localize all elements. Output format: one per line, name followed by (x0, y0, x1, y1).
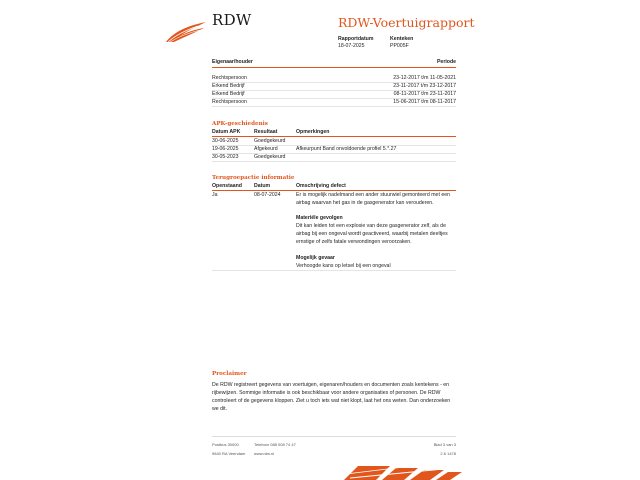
owner-type: Erkend Bedrijf (212, 83, 245, 89)
footer-page: Blad 3 van 3 (433, 442, 456, 447)
recall-open-value: Ja (212, 192, 218, 198)
recall-col-defect: Omschrijving defect (296, 183, 346, 189)
apk-col-notes: Opmerkingen (296, 129, 330, 135)
decorative-stripes-icon (344, 464, 464, 480)
rdw-logo-icon (164, 20, 208, 44)
report-date-label: Rapportdatum (338, 36, 374, 42)
license-plate-label: Kenteken (390, 36, 414, 42)
damage-title: Materiële gevolgen (296, 215, 343, 221)
owner-type: Erkend Bedrijf (212, 91, 245, 97)
apk-date: 30-05-2023 (212, 154, 239, 160)
apk-result: Goedgekeurd (254, 154, 286, 160)
table-row (212, 74, 456, 82)
apk-note: Afkeurpunt Band onvoldoende profiel 5.*.27 (296, 146, 397, 152)
owners-col-owner: Eigenaar/houder (212, 59, 253, 65)
row-divider (212, 161, 456, 162)
footer-page-info (434, 440, 456, 458)
apk-date: 30-06-2025 (212, 138, 239, 144)
apk-result: Goedgekeurd (254, 138, 286, 144)
row-divider (212, 106, 456, 107)
owner-type: Rechtspersoon (212, 99, 247, 105)
apk-col-result: Resultaat (254, 129, 278, 135)
disclaimer-text (212, 381, 460, 413)
report-date-value: 18-07-2025 (338, 43, 365, 49)
apk-date: 19-06-2025 (212, 146, 239, 152)
damage-text (296, 222, 456, 246)
row-divider (212, 153, 456, 154)
table-row (212, 90, 456, 98)
footer-phone: Telefoon 088 008 74 47 (254, 442, 296, 447)
footer-web[interactable]: www.rdw.nl (254, 451, 275, 456)
recall-defect-text (296, 191, 456, 207)
text-line: Verhoogde kans op letsel bij een ongeval (296, 263, 391, 269)
text-line: controleert of de gegevens kloppen. Ziet u toch iets wat niet klopt, laat het ons weten. Dan onderzoeken (212, 398, 451, 404)
page-title: RDW-Voertuigrapport (338, 15, 475, 30)
text-line: airbag waarvan het gas in de gasgenerator kan verouderen. (296, 200, 434, 206)
recall-col-open: Openstaand (212, 183, 242, 189)
apk-result: Afgekeurd (254, 146, 278, 152)
footer-divider (212, 436, 456, 437)
owner-type: Rechtspersoon (212, 75, 247, 81)
recall-date-value: 08-07-2024 (254, 192, 281, 198)
apk-col-date: Datum APK (212, 129, 241, 135)
table-row (212, 82, 456, 90)
owner-period: 15-06-2017 t/m 08-11-2017 (393, 99, 456, 105)
owners-header-divider (212, 67, 456, 68)
footer-code: 2.6 1478 (440, 451, 456, 456)
logo-text: RDW (212, 11, 252, 29)
footer-postbus: Postbus 30000 (212, 442, 239, 447)
text-line: we dit. (212, 406, 227, 412)
recall-col-date: Datum (254, 183, 271, 189)
danger-text (296, 262, 456, 270)
owner-period: 23-12-2017 t/m 11-05-2021 (393, 75, 456, 81)
apk-section-title: APK-geschiedenis (212, 121, 268, 127)
owners-col-period: Periode (436, 59, 456, 65)
table-row (212, 98, 456, 106)
recall-section-title: Terugroepactie informatie (212, 175, 295, 181)
owners-header (212, 58, 456, 66)
owner-period: 23-11-2017 t/m 23-12-2017 (393, 83, 456, 89)
disclaimer-title: Proclaimer (212, 371, 247, 377)
text-line: rijbewijzen. Sommige informatie is ook beschikbaar voor andere organisaties of personen. De RDW (212, 390, 441, 396)
footer-address (212, 440, 245, 458)
recall-bottom-divider (212, 270, 456, 271)
license-plate-value: PP005F (390, 43, 409, 49)
footer-city: 9640 RA Veendam (212, 451, 246, 456)
footer-contact (254, 440, 296, 458)
danger-title: Mogelijk gevaar (296, 255, 335, 261)
text-line: airbag bij een ongeval wordt geactiveerd, waarbij metalen deeltjes (296, 231, 448, 237)
owner-period: 08-11-2017 t/m 23-11-2017 (393, 91, 456, 97)
text-line: ernstige of zelfs fatale verwondingen veroorzaken. (296, 239, 412, 245)
text-line: Dit kan leiden tot een explosie van deze gasgenerator zelf, als de (296, 223, 446, 229)
text-line: Er is mogelijk nadelmand een ander stuurwiel gemonteerd met een (296, 192, 450, 198)
text-line: De RDW registreert gegevens van voertuigen, eigenaren/houders en documenten zoals kentekens - en (212, 382, 450, 388)
apk-header-divider (212, 136, 456, 137)
